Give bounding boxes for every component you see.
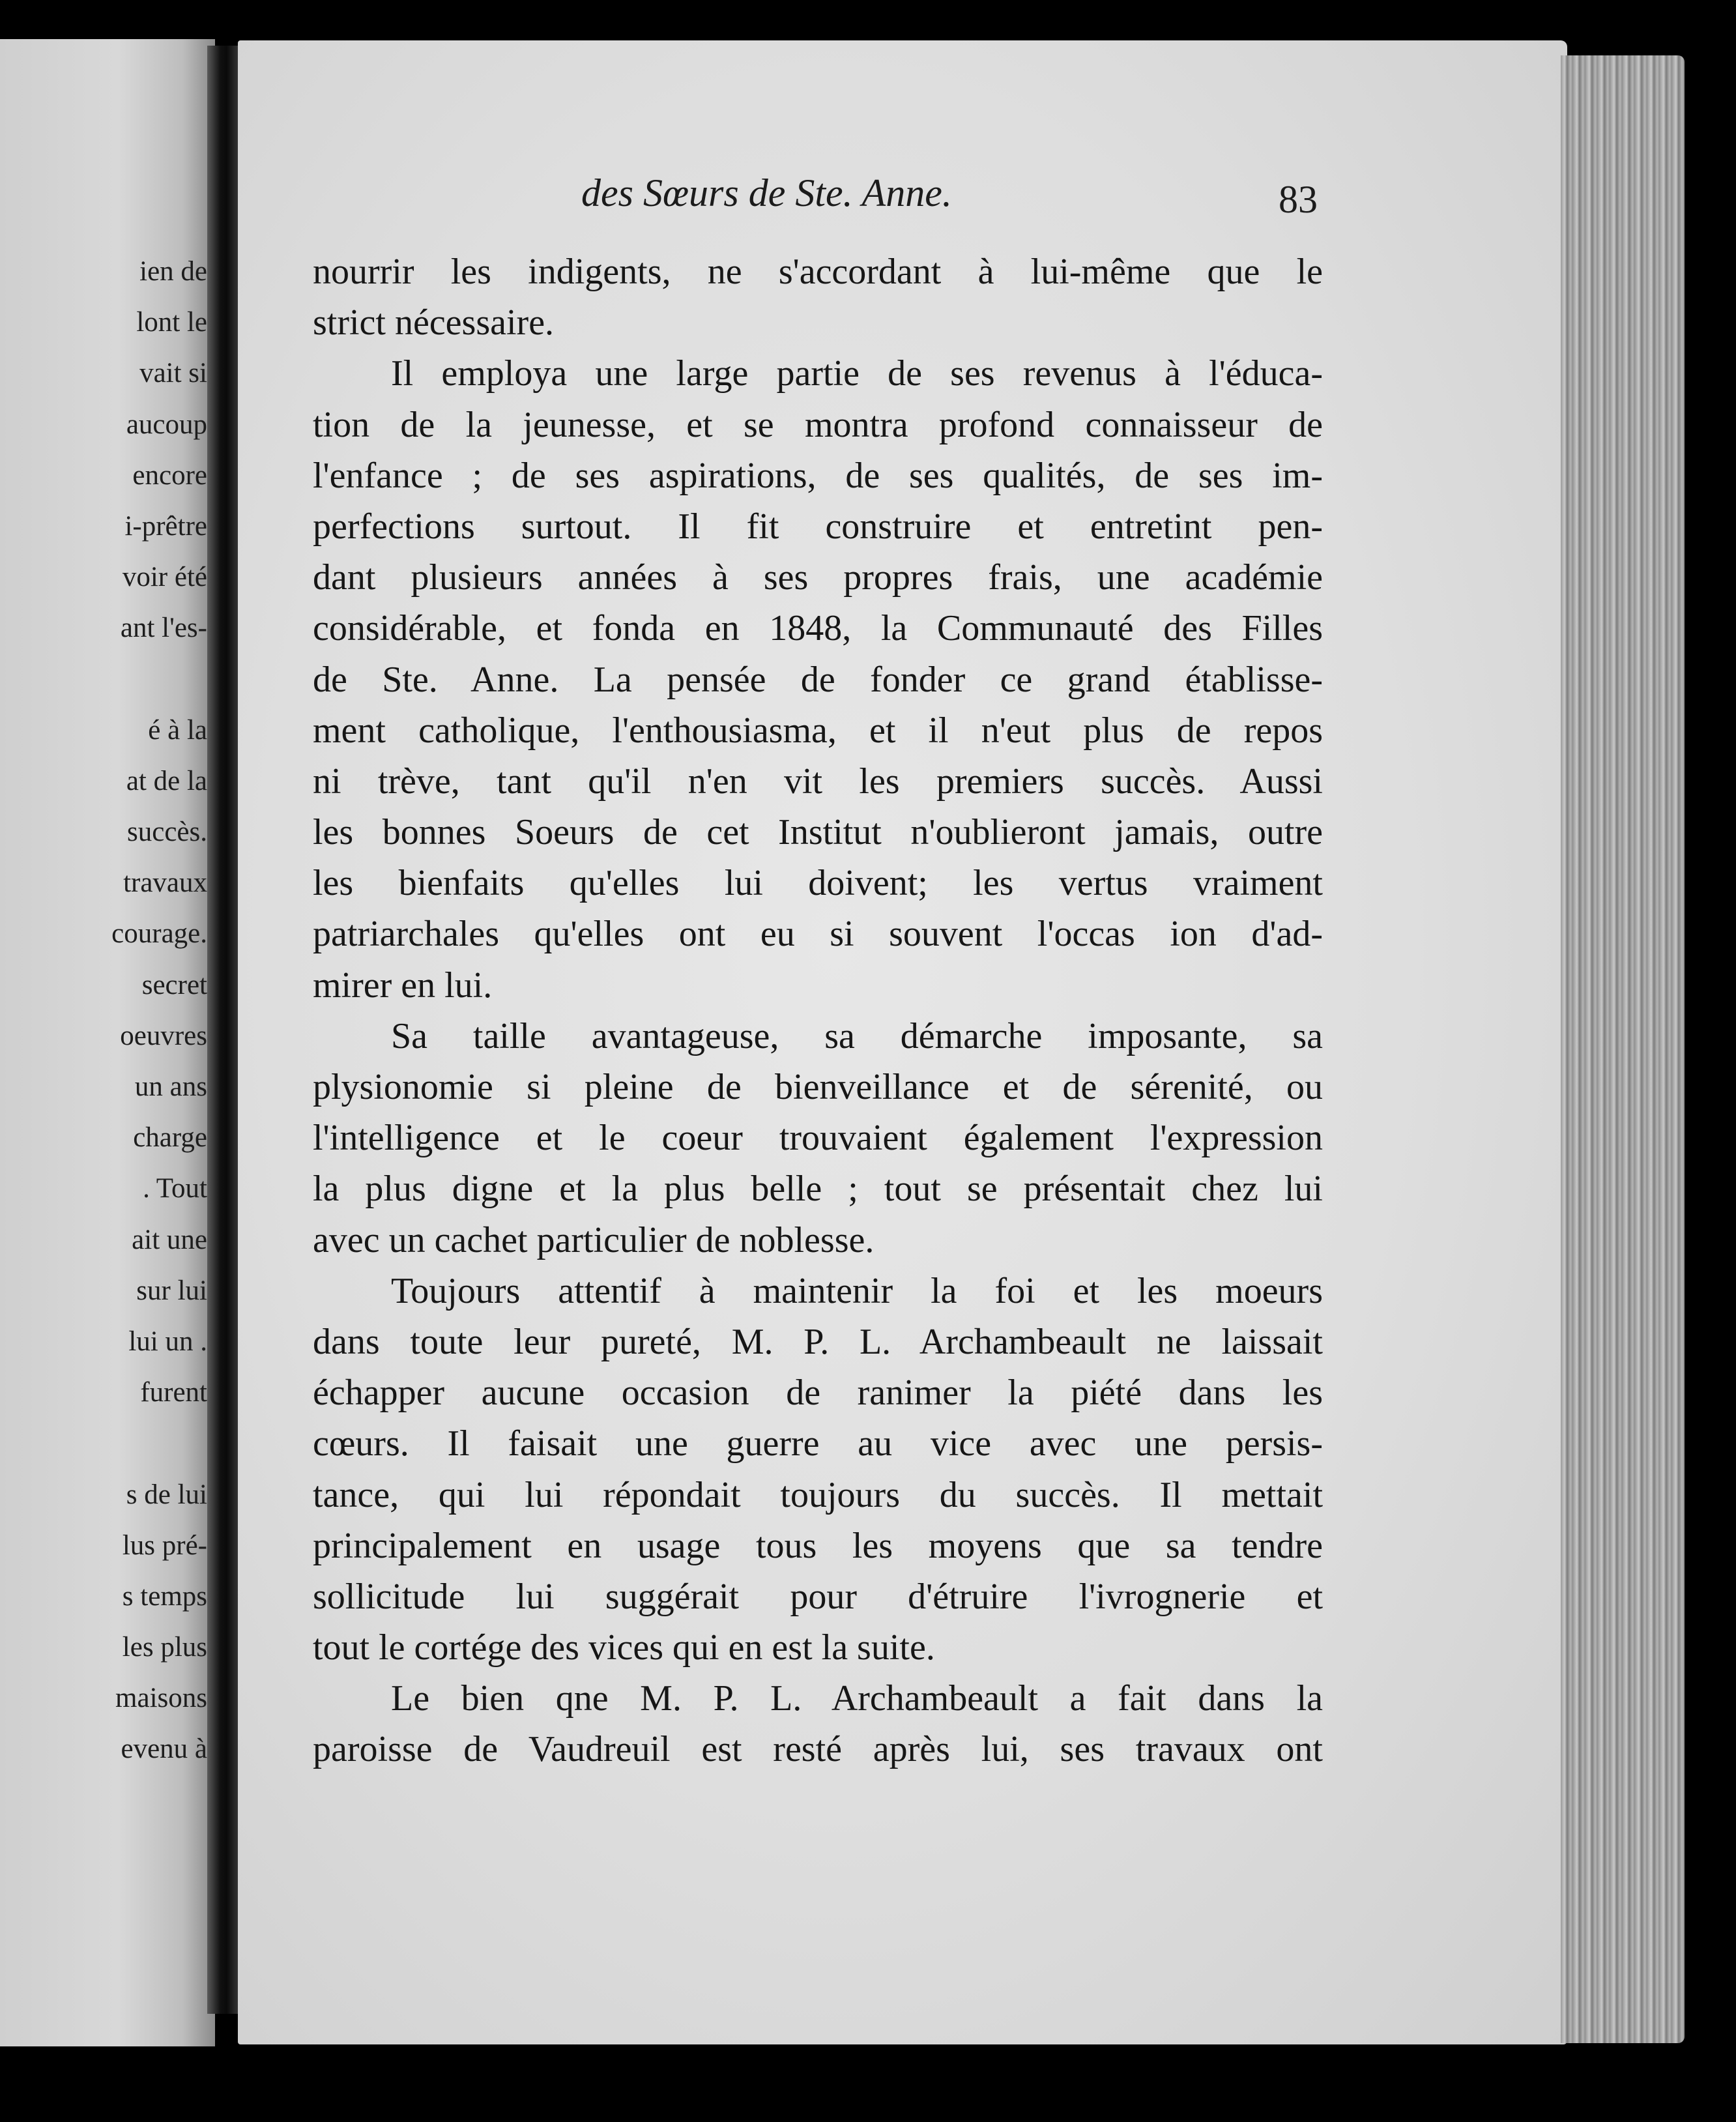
facing-line: lus pré- (122, 1530, 207, 1561)
facing-page-text (0, 246, 207, 1775)
text-line: sollicitude lui suggérait pour d'étruire l'ivrognerie et (313, 1576, 1323, 1617)
facing-line: s temps (122, 1580, 207, 1612)
text-line: plysionomie si pleine de bienveillance et de sérenité, ou (313, 1067, 1323, 1107)
facing-line: ant l'es- (120, 613, 207, 644)
text-line: principalement en usage tous les moyens que sa tendre (313, 1525, 1323, 1566)
text-line: ment catholique, l'enthousiasma, et il n'eut plus de repos (313, 710, 1323, 751)
text-line: mirer en lui. (313, 965, 493, 1006)
text-line: tance, qui lui répondait toujours du succès. Il mettait (313, 1474, 1323, 1515)
text-line: avec un cachet particulier de noblesse. (313, 1219, 875, 1260)
facing-line-gap (0, 654, 207, 705)
facing-line: succès. (127, 817, 207, 848)
text-line: la plus digne et la plus belle ; tout se présentait chez lui (313, 1169, 1323, 1210)
facing-line: secret (141, 969, 207, 1000)
running-head: des Sœurs de Ste. Anne. (581, 171, 952, 214)
facing-line: evenu à (121, 1734, 207, 1765)
page-number: 83 (1279, 178, 1318, 221)
facing-line: charge (133, 1122, 207, 1154)
text-line: perfections surtout. Il fit construire et entretint pen- (313, 506, 1323, 547)
facing-line: sur lui (136, 1275, 207, 1306)
text-line: Le bien qne M. P. L. Archambeault a fait dans la (391, 1678, 1323, 1719)
facing-line: furent (140, 1377, 207, 1408)
text-line: Sa taille avantageuse, sa démarche imposante, sa (391, 1015, 1323, 1056)
body-text (313, 246, 1323, 1775)
text-line: tout le cortége des vices qui en est la suite. (313, 1627, 935, 1668)
facing-line: é à la (148, 714, 207, 746)
facing-line: encore (132, 459, 207, 491)
facing-line: ait une (132, 1224, 207, 1255)
facing-line: courage. (111, 918, 207, 950)
facing-line: at de la (126, 765, 207, 796)
facing-line: lui un . (128, 1326, 207, 1357)
text-line: de Ste. Anne. La pensée de fonder ce grand établisse- (313, 659, 1323, 700)
text-line: les bienfaits qu'elles lui doivent; les vertus vraiment (313, 863, 1323, 904)
facing-line: i-prêtre (124, 510, 207, 542)
text-line: dans toute leur pureté, M. P. L. Archambeault ne laissait (313, 1321, 1323, 1362)
facing-line: vait si (139, 358, 207, 389)
facing-page-fragment (0, 39, 215, 2046)
facing-line: les plus (122, 1632, 207, 1663)
facing-line: travaux (123, 867, 207, 899)
page-edges-stack (1561, 55, 1685, 2043)
facing-line: voir été (122, 562, 207, 593)
text-line: patriarchales qu'elles ont eu si souvent l'occas ion d'ad- (313, 914, 1323, 955)
facing-line: oeuvres (120, 1020, 207, 1051)
text-line: l'enfance ; de ses aspirations, de ses qualités, de ses im- (313, 455, 1323, 496)
text-line: considérable, et fonda en 1848, la Communauté des Filles (313, 608, 1323, 649)
facing-line: s de lui (126, 1479, 207, 1510)
text-line: ni trève, tant qu'il n'en vit les premiers succès. Aussi (313, 761, 1323, 802)
facing-line: lont le (136, 307, 207, 338)
text-line: échapper aucune occasion de ranimer la piété dans les (313, 1373, 1323, 1414)
text-line: nourrir les indigents, ne s'accordant à lui-même que le (313, 252, 1323, 292)
text-line: cœurs. Il faisait une guerre au vice avec une persis- (313, 1423, 1323, 1464)
facing-line: un ans (134, 1071, 207, 1102)
text-line: Toujours attentif à maintenir la foi et les moeurs (391, 1270, 1323, 1311)
text-line: tion de la jeunesse, et se montra profond connaisseur de (313, 404, 1323, 445)
text-line: paroisse de Vaudreuil est resté après lui, ses travaux ont (313, 1729, 1323, 1770)
text-line: l'intelligence et le coeur trouvaient également l'expression (313, 1118, 1323, 1159)
facing-line-gap (0, 1418, 207, 1469)
facing-line: . Tout (143, 1173, 207, 1204)
text-line: les bonnes Soeurs de cet Institut n'oublieront jamais, outre (313, 812, 1323, 853)
book-gutter (207, 46, 240, 2014)
text-line: dant plusieurs années à ses propres frais, une académie (313, 557, 1323, 598)
text-line: strict nécessaire. (313, 302, 555, 343)
facing-line: maisons (115, 1683, 207, 1714)
facing-line: ien de (139, 256, 207, 287)
facing-line: aucoup (126, 409, 207, 440)
text-line: Il employa une large partie de ses revenus à l'éduca- (391, 353, 1323, 394)
